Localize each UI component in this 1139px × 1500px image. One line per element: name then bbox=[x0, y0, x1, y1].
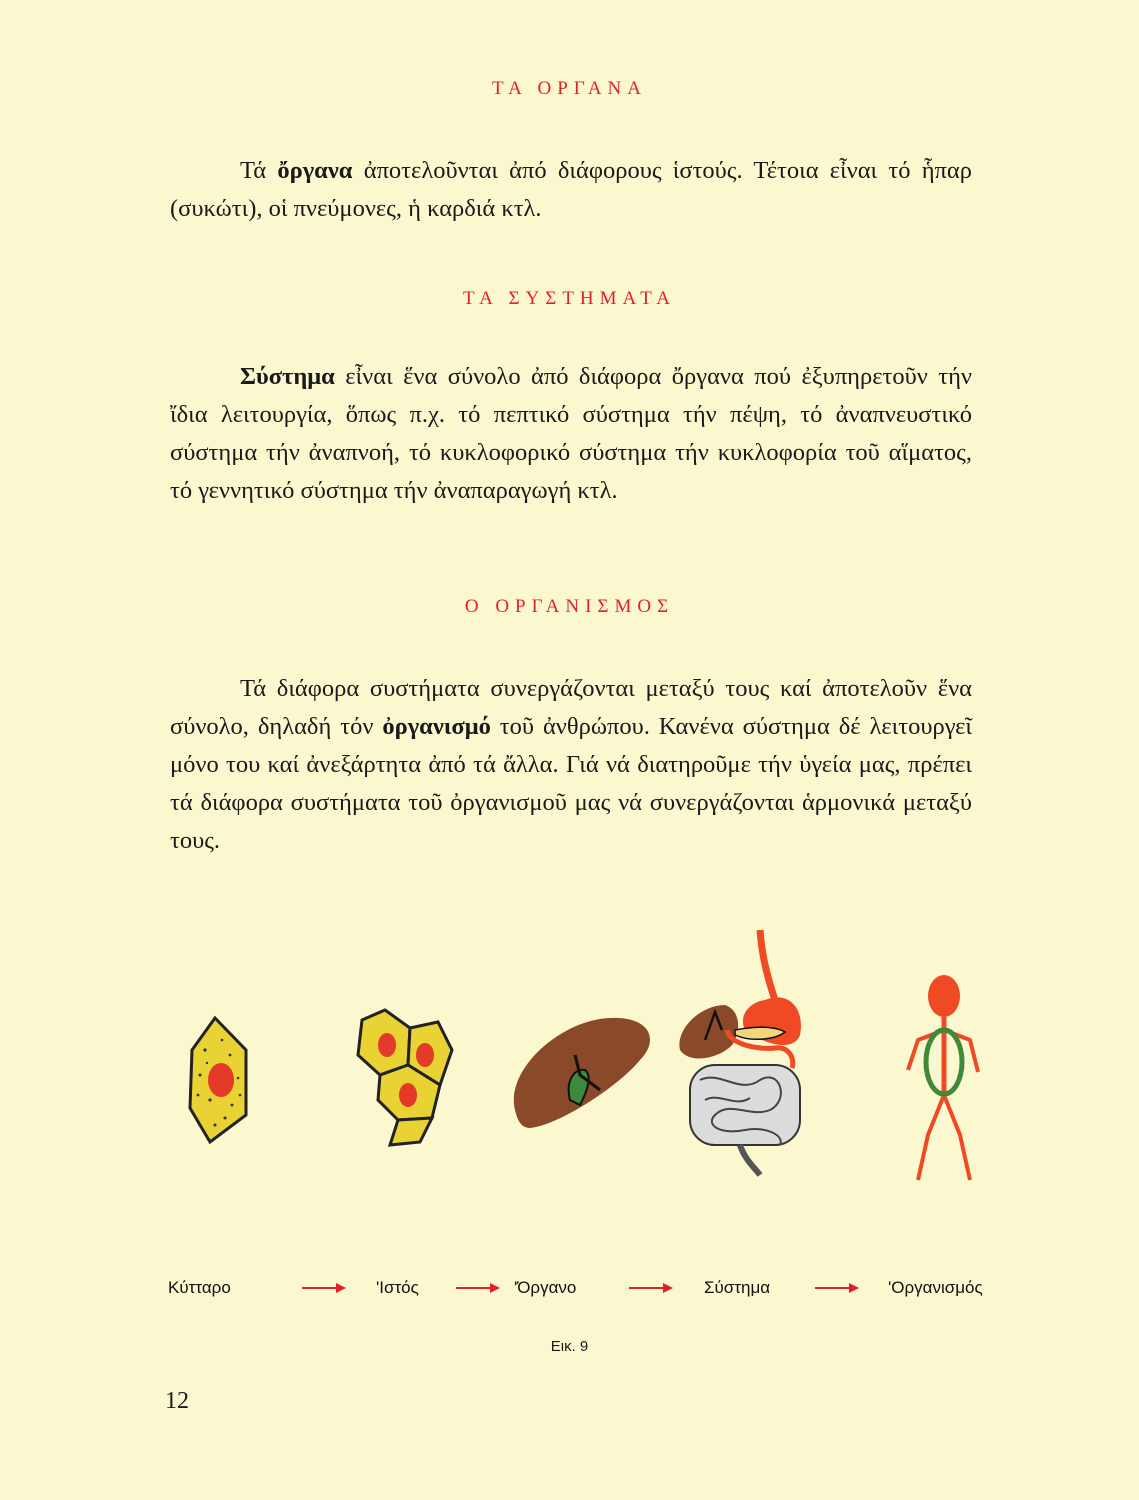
arrow-icon bbox=[302, 1282, 346, 1294]
term-organism: ὀργανισμό bbox=[382, 713, 491, 740]
heading-organs: ΤΑ ΟΡΓΑΝΑ bbox=[491, 78, 647, 99]
organism-illustration bbox=[908, 975, 978, 1180]
tissue-illustration bbox=[358, 1010, 452, 1145]
page-number: 12 bbox=[165, 1388, 189, 1414]
term-organs: ὄργανα bbox=[277, 157, 353, 184]
label-organism: 'Οργανισμός bbox=[888, 1278, 983, 1297]
system-illustration bbox=[679, 930, 801, 1175]
label-organ: 'Όργανο bbox=[514, 1278, 577, 1297]
cell-illustration bbox=[190, 1018, 246, 1142]
paragraph-organs: Τά ὄργανα ἀποτελοῦνται ἀπό διάφορους ἱστούς. Τέτοια εἶναι τό ἧπαρ (συκώτι), οἱ πνεύμονες, ἡ καρδιά κτλ. bbox=[170, 157, 972, 222]
paragraph-organism: Τά διάφορα συστήματα συνεργάζονται μεταξύ τους καί ἀποτελοῦν ἕνα σύνολο, δηλαδή τόν ὀργανισμό τοῦ ἀνθρώπου. Κανένα σύστημα δέ λειτουργεῖ μόνο του καί ἀνεξάρτητα ἀπό τά ἄλλα. Γιά νά διατηροῦμε τήν ὑγεία μας, πρέπει τά διάφορα συστήματα τοῦ ὀργανισμοῦ μας νά συνεργάζονται ἁρμονικά μεταξύ τους. bbox=[170, 675, 972, 854]
arrow-icon bbox=[456, 1282, 500, 1294]
heading-systems: ΤΑ ΣΥΣΤΗΜΑΤΑ bbox=[462, 288, 676, 309]
heading-organism: Ο ΟΡΓΑΝΙΣΜΟΣ bbox=[464, 596, 675, 617]
paragraph-systems: Σύστημα εἶναι ἕνα σύνολο ἀπό διάφορα ὄργανα πού ἐξυπηρετοῦν τήν ἴδια λειτουργία, ὅπως π.χ. τό πεπτικό σύστημα τήν πέψη, τό ἀναπνευστικό σύστημα τήν ἀναπνοή, τό κυκλοφορικό σύστημα τήν κυκλοφορία τοῦ αἵματος, τό γεννητικό σύστημα τήν ἀναπαραγωγή κτλ. bbox=[170, 363, 972, 504]
arrow-icon bbox=[815, 1282, 859, 1294]
arrow-icon bbox=[629, 1282, 673, 1294]
label-tissue: 'Ιστός bbox=[376, 1278, 419, 1297]
figure-caption: Εικ. 9 bbox=[550, 1338, 589, 1355]
term-system: Σύστημα bbox=[240, 363, 335, 390]
label-system: Σύστημα bbox=[704, 1278, 771, 1297]
label-cell: Κύτταρο bbox=[168, 1278, 231, 1297]
organ-illustration bbox=[514, 1018, 650, 1128]
